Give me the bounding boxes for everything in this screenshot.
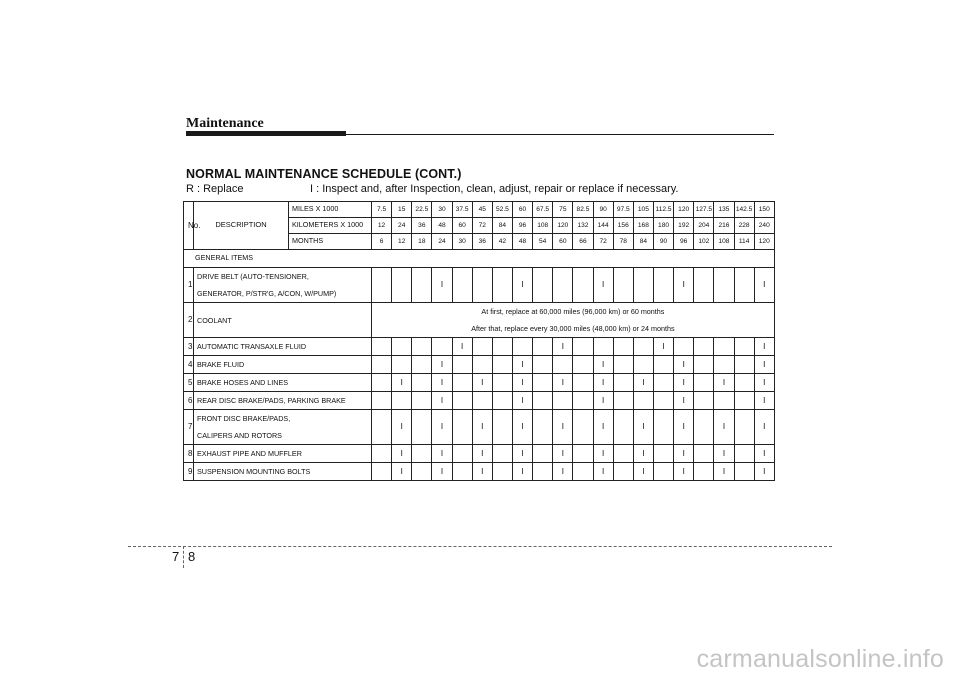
schedule-mark <box>613 356 633 374</box>
item-note-line: After that, replace every 30,000 miles (48,000 km) or 24 months <box>471 324 675 333</box>
schedule-mark <box>734 268 754 303</box>
section-title: NORMAL MAINTENANCE SCHEDULE (CONT.) <box>186 167 462 181</box>
schedule-mark <box>653 392 673 410</box>
schedule-mark: I <box>633 445 653 463</box>
schedule-row <box>184 410 775 445</box>
item-description-line: COOLANT <box>197 315 232 325</box>
interval-months: 120 <box>754 234 774 250</box>
interval-kilometers: 84 <box>492 218 512 234</box>
interval-miles: 127.5 <box>694 202 714 218</box>
schedule-mark <box>372 410 392 445</box>
header-row-miles <box>184 202 775 218</box>
schedule-mark: I <box>754 374 774 392</box>
schedule-mark <box>613 445 633 463</box>
item-note <box>372 303 775 338</box>
schedule-mark <box>694 356 714 374</box>
schedule-mark: I <box>674 374 694 392</box>
schedule-mark: I <box>432 463 452 481</box>
schedule-mark <box>573 268 593 303</box>
schedule-mark: I <box>512 445 532 463</box>
schedule-mark <box>653 410 673 445</box>
schedule-mark <box>734 338 754 356</box>
unit-label: KILOMETERS X 1000 <box>289 218 372 234</box>
schedule-mark: I <box>432 445 452 463</box>
interval-months: 6 <box>372 234 392 250</box>
item-number: 5 <box>184 374 194 392</box>
schedule-mark <box>573 374 593 392</box>
item-description-line: DRIVE BELT (AUTO-TENSIONER, <box>197 272 309 281</box>
schedule-mark <box>553 268 573 303</box>
unit-label: MILES X 1000 <box>289 202 372 218</box>
schedule-mark: I <box>452 338 472 356</box>
schedule-mark: I <box>754 410 774 445</box>
interval-months: 12 <box>392 234 412 250</box>
schedule-mark <box>492 356 512 374</box>
schedule-mark <box>694 338 714 356</box>
header-rule-thick <box>186 131 346 136</box>
interval-kilometers: 216 <box>714 218 734 234</box>
schedule-mark: I <box>714 463 734 481</box>
item-number: 7 <box>184 410 194 445</box>
schedule-row <box>184 392 775 410</box>
schedule-mark <box>533 356 553 374</box>
interval-months: 30 <box>452 234 472 250</box>
interval-miles: 15 <box>392 202 412 218</box>
schedule-mark: I <box>432 392 452 410</box>
item-description <box>194 392 372 410</box>
schedule-mark: I <box>714 374 734 392</box>
schedule-mark <box>613 268 633 303</box>
schedule-mark <box>412 374 432 392</box>
item-number: 8 <box>184 445 194 463</box>
interval-miles: 97.5 <box>613 202 633 218</box>
interval-months: 66 <box>573 234 593 250</box>
schedule-mark <box>633 392 653 410</box>
schedule-mark: I <box>593 410 613 445</box>
interval-miles: 112.5 <box>653 202 673 218</box>
schedule-mark: I <box>512 268 532 303</box>
schedule-mark <box>694 392 714 410</box>
header-rule-thin <box>346 134 774 135</box>
schedule-mark <box>372 392 392 410</box>
schedule-mark <box>452 445 472 463</box>
schedule-mark <box>714 392 734 410</box>
schedule-mark <box>533 463 553 481</box>
schedule-mark: I <box>432 410 452 445</box>
footer-rule <box>128 546 832 547</box>
item-description-line: FRONT DISC BRAKE/PADS, <box>197 414 291 423</box>
schedule-mark: I <box>472 445 492 463</box>
item-number: 4 <box>184 356 194 374</box>
legend-inspect: I : Inspect and, after Inspection, clean, adjust, repair or replace if necessary. <box>310 183 679 195</box>
col-header-no: No. <box>184 202 194 250</box>
item-number: 6 <box>184 392 194 410</box>
schedule-mark <box>372 463 392 481</box>
interval-miles: 52.5 <box>492 202 512 218</box>
schedule-mark <box>613 410 633 445</box>
schedule-mark <box>372 445 392 463</box>
schedule-mark <box>452 268 472 303</box>
schedule-mark <box>674 338 694 356</box>
interval-kilometers: 60 <box>452 218 472 234</box>
schedule-mark <box>734 356 754 374</box>
schedule-mark <box>694 410 714 445</box>
schedule-mark <box>533 338 553 356</box>
interval-kilometers: 204 <box>694 218 714 234</box>
schedule-row <box>184 338 775 356</box>
group-label: GENERAL ITEMS <box>184 250 775 268</box>
schedule-mark: I <box>674 356 694 374</box>
schedule-mark <box>452 463 472 481</box>
schedule-mark <box>734 463 754 481</box>
schedule-mark: I <box>754 392 774 410</box>
interval-miles: 37.5 <box>452 202 472 218</box>
interval-miles: 75 <box>553 202 573 218</box>
interval-months: 54 <box>533 234 553 250</box>
interval-miles: 105 <box>633 202 653 218</box>
schedule-mark <box>653 356 673 374</box>
interval-miles: 67.5 <box>533 202 553 218</box>
schedule-mark <box>472 356 492 374</box>
item-description <box>194 410 372 445</box>
schedule-mark: I <box>633 374 653 392</box>
schedule-mark <box>412 463 432 481</box>
interval-months: 102 <box>694 234 714 250</box>
schedule-mark: I <box>512 463 532 481</box>
schedule-mark <box>492 374 512 392</box>
schedule-mark: I <box>674 463 694 481</box>
schedule-mark <box>492 268 512 303</box>
schedule-mark: I <box>633 463 653 481</box>
schedule-mark: I <box>432 356 452 374</box>
schedule-mark <box>573 445 593 463</box>
schedule-mark <box>734 410 754 445</box>
footer-divider <box>183 546 184 568</box>
schedule-mark: I <box>714 410 734 445</box>
interval-kilometers: 180 <box>653 218 673 234</box>
schedule-mark: I <box>754 338 774 356</box>
schedule-mark <box>492 392 512 410</box>
schedule-mark <box>533 374 553 392</box>
schedule-mark: I <box>674 445 694 463</box>
schedule-mark: I <box>392 374 412 392</box>
schedule-mark <box>533 445 553 463</box>
schedule-mark <box>714 338 734 356</box>
schedule-mark <box>452 374 472 392</box>
item-description-line: BRAKE FLUID <box>197 360 245 369</box>
schedule-mark: I <box>674 410 694 445</box>
schedule-mark <box>372 268 392 303</box>
schedule-mark: I <box>653 338 673 356</box>
schedule-mark <box>492 410 512 445</box>
legend-replace: R : Replace <box>186 183 244 195</box>
interval-kilometers: 96 <box>512 218 532 234</box>
schedule-mark: I <box>714 445 734 463</box>
interval-kilometers: 120 <box>553 218 573 234</box>
interval-kilometers: 156 <box>613 218 633 234</box>
item-description <box>194 374 372 392</box>
schedule-mark <box>734 445 754 463</box>
schedule-mark: I <box>392 410 412 445</box>
item-description <box>194 463 372 481</box>
interval-kilometers: 168 <box>633 218 653 234</box>
interval-months: 90 <box>653 234 673 250</box>
schedule-mark: I <box>472 410 492 445</box>
interval-kilometers: 24 <box>392 218 412 234</box>
schedule-mark: I <box>553 445 573 463</box>
interval-months: 36 <box>472 234 492 250</box>
schedule-row <box>184 268 775 303</box>
interval-kilometers: 228 <box>734 218 754 234</box>
interval-months: 48 <box>512 234 532 250</box>
interval-kilometers: 240 <box>754 218 774 234</box>
interval-kilometers: 12 <box>372 218 392 234</box>
schedule-mark: I <box>754 268 774 303</box>
schedule-mark <box>694 463 714 481</box>
interval-miles: 60 <box>512 202 532 218</box>
schedule-mark: I <box>553 410 573 445</box>
schedule-mark <box>533 268 553 303</box>
schedule-mark <box>573 338 593 356</box>
schedule-mark <box>613 338 633 356</box>
schedule-mark: I <box>593 356 613 374</box>
schedule-mark <box>653 374 673 392</box>
schedule-mark: I <box>512 410 532 445</box>
interval-kilometers: 132 <box>573 218 593 234</box>
schedule-mark <box>653 268 673 303</box>
schedule-mark: I <box>593 268 613 303</box>
item-number: 3 <box>184 338 194 356</box>
interval-months: 114 <box>734 234 754 250</box>
item-description-line: CALIPERS AND ROTORS <box>197 431 282 440</box>
schedule-mark <box>553 392 573 410</box>
item-description <box>194 338 372 356</box>
interval-kilometers: 48 <box>432 218 452 234</box>
schedule-mark: I <box>472 463 492 481</box>
schedule-mark <box>512 338 532 356</box>
interval-kilometers: 36 <box>412 218 432 234</box>
item-number: 1 <box>184 268 194 303</box>
interval-months: 108 <box>714 234 734 250</box>
header-title: Maintenance <box>186 116 264 131</box>
schedule-mark <box>412 392 432 410</box>
interval-miles: 90 <box>593 202 613 218</box>
schedule-mark: I <box>754 356 774 374</box>
schedule-mark <box>412 338 432 356</box>
interval-miles: 120 <box>674 202 694 218</box>
schedule-mark <box>613 392 633 410</box>
schedule-mark <box>633 338 653 356</box>
schedule-mark <box>492 463 512 481</box>
schedule-mark: I <box>392 463 412 481</box>
schedule-mark <box>492 338 512 356</box>
schedule-mark <box>412 445 432 463</box>
schedule-mark <box>694 445 714 463</box>
interval-miles: 82.5 <box>573 202 593 218</box>
schedule-mark: I <box>593 374 613 392</box>
schedule-mark: I <box>593 392 613 410</box>
schedule-mark <box>653 463 673 481</box>
schedule-mark: I <box>674 268 694 303</box>
schedule-mark <box>392 338 412 356</box>
schedule-row <box>184 374 775 392</box>
interval-miles: 135 <box>714 202 734 218</box>
schedule-mark <box>372 374 392 392</box>
schedule-mark <box>412 356 432 374</box>
item-note-line: At first, replace at 60,000 miles (96,000 km) or 60 months <box>481 307 665 316</box>
schedule-mark <box>412 268 432 303</box>
maintenance-schedule-table <box>183 201 775 481</box>
interval-months: 42 <box>492 234 512 250</box>
schedule-mark: I <box>432 268 452 303</box>
schedule-row <box>184 463 775 481</box>
item-description <box>194 445 372 463</box>
item-description-line: SUSPENSION MOUNTING BOLTS <box>197 467 311 476</box>
schedule-row <box>184 303 775 338</box>
schedule-mark <box>432 338 452 356</box>
interval-miles: 7.5 <box>372 202 392 218</box>
schedule-mark <box>633 356 653 374</box>
interval-months: 78 <box>613 234 633 250</box>
schedule-mark <box>734 374 754 392</box>
interval-miles: 30 <box>432 202 452 218</box>
schedule-mark <box>714 268 734 303</box>
schedule-mark <box>593 338 613 356</box>
schedule-mark: I <box>512 356 532 374</box>
schedule-mark <box>694 268 714 303</box>
schedule-mark: I <box>553 338 573 356</box>
schedule-mark <box>694 374 714 392</box>
schedule-mark <box>392 268 412 303</box>
item-description-line: GENERATOR, P/STR'G, A/CON, W/PUMP) <box>197 289 337 298</box>
page-number: 8 <box>188 549 196 564</box>
interval-kilometers: 72 <box>472 218 492 234</box>
interval-miles: 150 <box>754 202 774 218</box>
schedule-mark <box>633 268 653 303</box>
item-description <box>194 356 372 374</box>
schedule-mark <box>452 392 472 410</box>
schedule-mark <box>372 338 392 356</box>
interval-kilometers: 192 <box>674 218 694 234</box>
schedule-mark <box>492 445 512 463</box>
schedule-mark <box>573 463 593 481</box>
schedule-mark <box>472 338 492 356</box>
schedule-mark <box>392 356 412 374</box>
schedule-mark <box>533 410 553 445</box>
schedule-mark <box>613 463 633 481</box>
schedule-mark <box>714 356 734 374</box>
schedule-mark: I <box>593 445 613 463</box>
schedule-mark: I <box>553 463 573 481</box>
interval-months: 84 <box>633 234 653 250</box>
schedule-mark: I <box>553 374 573 392</box>
schedule-mark <box>533 392 553 410</box>
schedule-mark: I <box>512 392 532 410</box>
schedule-mark <box>653 445 673 463</box>
schedule-row <box>184 356 775 374</box>
schedule-mark <box>452 356 472 374</box>
interval-kilometers: 144 <box>593 218 613 234</box>
schedule-mark: I <box>754 463 774 481</box>
item-description-line: BRAKE HOSES AND LINES <box>197 378 289 387</box>
schedule-mark <box>452 410 472 445</box>
page-number-section: 7 <box>172 549 180 564</box>
schedule-mark: I <box>674 392 694 410</box>
interval-kilometers: 108 <box>533 218 553 234</box>
schedule-mark: I <box>392 445 412 463</box>
item-description <box>194 303 372 338</box>
item-description <box>194 268 372 303</box>
schedule-mark <box>472 392 492 410</box>
interval-miles: 45 <box>472 202 492 218</box>
watermark: carmanualsonline.info <box>696 645 944 673</box>
unit-label: MONTHS <box>289 234 372 250</box>
schedule-mark <box>372 356 392 374</box>
schedule-mark <box>412 410 432 445</box>
col-header-description: DESCRIPTION <box>194 202 289 250</box>
interval-miles: 142.5 <box>734 202 754 218</box>
schedule-mark <box>613 374 633 392</box>
item-number: 9 <box>184 463 194 481</box>
schedule-mark: I <box>754 445 774 463</box>
schedule-mark: I <box>432 374 452 392</box>
schedule-mark: I <box>633 410 653 445</box>
schedule-mark <box>573 410 593 445</box>
schedule-row <box>184 445 775 463</box>
schedule-mark <box>472 268 492 303</box>
schedule-mark <box>573 356 593 374</box>
schedule-mark <box>553 356 573 374</box>
interval-months: 18 <box>412 234 432 250</box>
interval-months: 72 <box>593 234 613 250</box>
item-description-line: REAR DISC BRAKE/PADS, PARKING BRAKE <box>197 396 346 405</box>
schedule-mark <box>734 392 754 410</box>
interval-months: 96 <box>674 234 694 250</box>
item-number: 2 <box>184 303 194 338</box>
interval-months: 60 <box>553 234 573 250</box>
schedule-mark <box>573 392 593 410</box>
item-description-line: AUTOMATIC TRANSAXLE FLUID <box>197 342 307 351</box>
item-description-line: EXHAUST PIPE AND MUFFLER <box>197 449 302 458</box>
schedule-mark <box>392 392 412 410</box>
interval-months: 24 <box>432 234 452 250</box>
schedule-mark: I <box>593 463 613 481</box>
schedule-mark: I <box>512 374 532 392</box>
interval-miles: 22.5 <box>412 202 432 218</box>
schedule-mark: I <box>472 374 492 392</box>
